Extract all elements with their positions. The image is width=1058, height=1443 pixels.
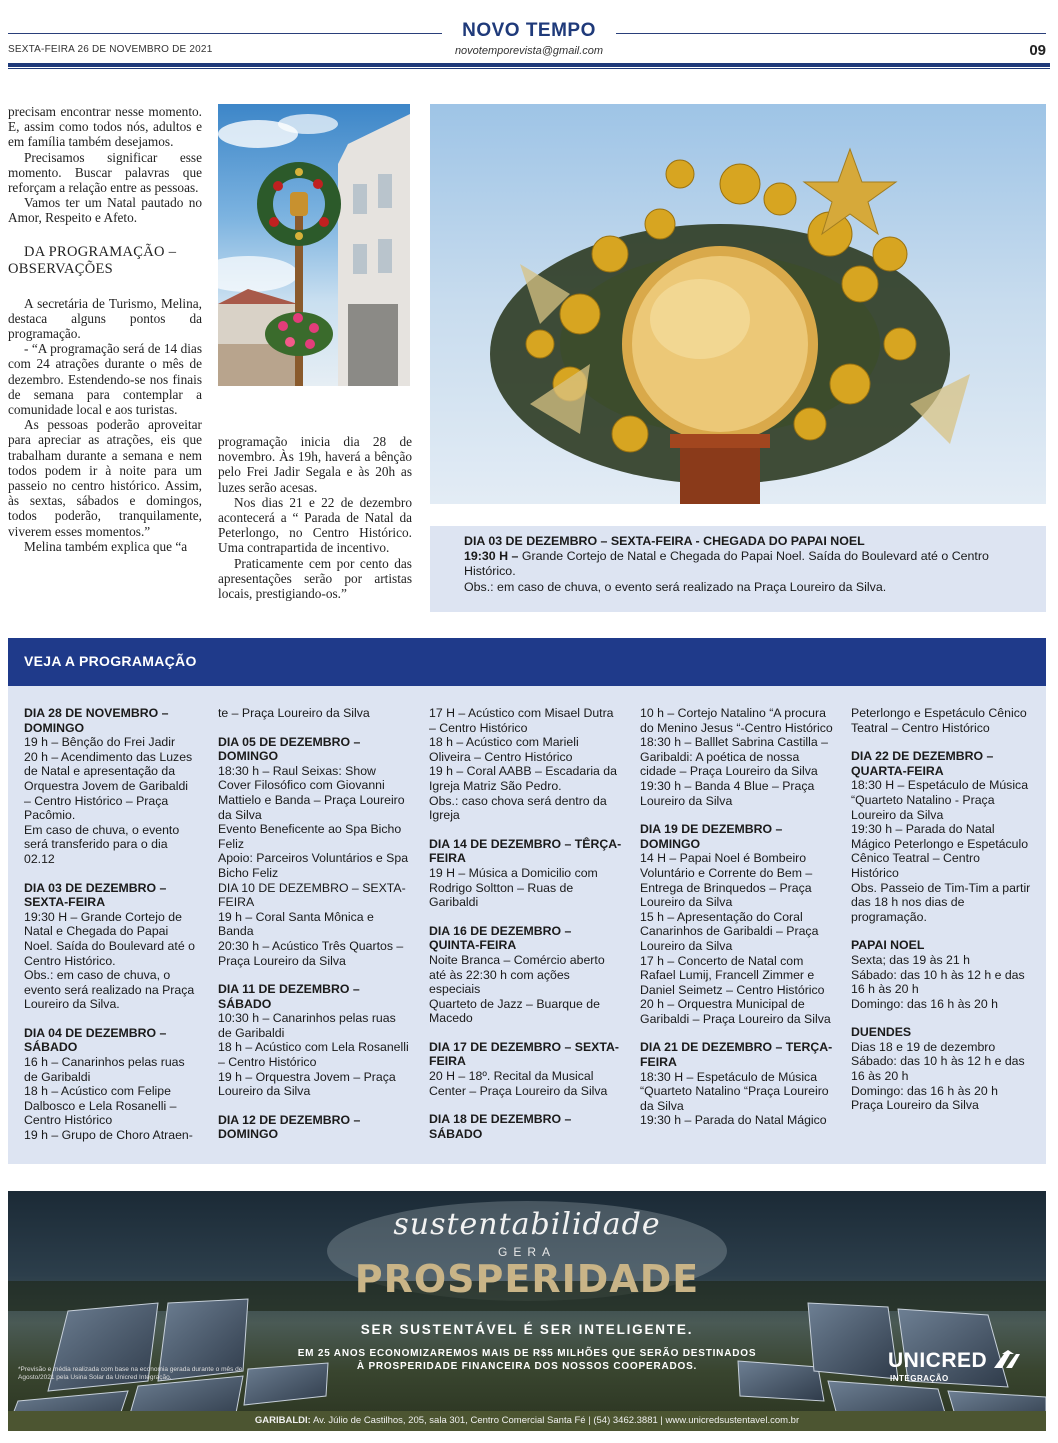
ad-tagline: SER SUSTENTÁVEL É SER INTELIGENTE. [360, 1322, 694, 1337]
program-entry: 19 h – Coral Santa Mônica e Banda [218, 909, 374, 939]
program-entry: Peterlongo e Espetáculo Cênico Teatral – Centro Histórico [851, 706, 1027, 735]
program-date-heading: PAPAI NOEL [851, 938, 925, 953]
event-caption-box [430, 526, 1046, 612]
program-entry: Sábado: das 10 h às 12 h e das 16 h às 20 h [851, 967, 1025, 997]
program-entry: Sábado: das 10 h às 12 h e das 16 às 20 h [851, 1054, 1025, 1084]
program-date-heading: DIA 16 DE DEZEMBRO – QUINTA-FEIRA [429, 923, 572, 953]
footer-city: GARIBALDI: [254, 1415, 311, 1426]
program-entry: 14 H – Papai Noel é Bombeiro Voluntário e Corrente do Bem – Entrega de Brinquedos – Praça Loureiro da Silva [640, 851, 813, 910]
program-date-heading: DIA 21 DE DEZEMBRO – TERÇA-FEIRA [640, 1040, 833, 1070]
program-entry: 10 h – Cortejo Natalino “A procura do Menino Jesus “-Centro Histórico [640, 706, 833, 735]
program-column-4 [640, 706, 834, 1128]
program-entry: 16 h – Canarinhos pelas ruas de Garibaldi [24, 1055, 185, 1084]
unicred-arrow-icon [994, 1350, 1020, 1368]
program-entry: Noite Branca – Comércio aberto até às 22:30 h com ações especiais [429, 952, 605, 997]
program-entry: 19:30 h – Parada do Natal Mágico Peterlongo e Espetáculo Cênico Teatral – Centro Histórico [851, 822, 1029, 880]
program-date-heading: DIA 05 DE DEZEMBRO – DOMINGO [218, 734, 361, 764]
program-entry: 18:30 h – Raul Seixas: Show Cover Filosófico com Giovanni Mattielo e Banda – Praça Loureiro da Silva [218, 763, 405, 822]
article-paragraph: precisam encontrar nesse momento. E, assim como todos nós, adultos e em família também desejamos. [8, 104, 202, 150]
caption-obs: Obs.: em caso de chuva, o evento será realizado na Praça Loureiro da Silva. [464, 579, 887, 594]
program-date-heading: DIA 04 DE DEZEMBRO – SÁBADO [24, 1025, 167, 1055]
article-paragraph: Melina também explica que “a [24, 538, 188, 554]
ad-savings-line-2: À PROSPERIDADE FINANCEIRA DOS NOSSOS COOPERADOS. [356, 1361, 698, 1372]
header-bar [8, 63, 1050, 67]
program-entry: Em caso de chuva, o evento será transferido para o dia 02.12 [24, 822, 180, 866]
program-entry: 19:30 h – Banda 4 Blue – Praça Loureiro da Silva [640, 778, 815, 808]
ad-footnote: *Previsão e média realizada com base na economia gerada durante o mês de Agosto/2021 pela Usina Solar da Unicred Integração. [18, 1366, 243, 1381]
program-date-heading: DIA 03 DE DEZEMBRO – SEXTA-FEIRA [24, 880, 167, 910]
program-date-heading: DIA 22 DE DEZEMBRO – QUARTA-FEIRA [851, 749, 994, 778]
ad-gera: GERA [497, 1245, 556, 1259]
program-date-heading: DIA 12 DE DEZEMBRO – DOMINGO [218, 1112, 361, 1142]
ad-script-word: sustentabilidade [393, 1207, 661, 1242]
program-entry: 20 h – Acendimento das Luzes de Natal e apresentação da Orquestra Jovem de Garibaldi – Centro Histórico – Praça Pacômio. [24, 749, 193, 823]
article-paragraph: programação inicia dia 28 de novembro. Às 19h, haverá a bênção pelo Frei Jadir Segala e às 20h as luzes serão acesas. [218, 434, 412, 495]
program-date-heading: DIA 28 DE NOVEMBRO – DOMINGO [24, 706, 169, 735]
ad-savings-line-1: EM 25 ANOS ECONOMIZAREMOS MAIS DE R$5 MILHÕES QUE SERÃO DESTINADOS [297, 1348, 757, 1359]
program-entry: 17 H – Acústico com Misael Dutra – Centro Histórico [429, 706, 614, 735]
program-date-heading: DIA 17 DE DEZEMBRO – SEXTA-FEIRA [429, 1039, 619, 1069]
footer-address: Av. Júlio de Castilhos, 205, sala 301, Centro Comercial Santa Fé | (54) 3462.3881 | www.unicredsustentavel.com.br [310, 1415, 800, 1426]
program-column-5 [851, 706, 1031, 1113]
program-entry: DIA 10 DE DEZEMBRO – SEXTA-FEIRA [218, 880, 406, 910]
program-entry: 19:30 H – Grande Cortejo de Natal e Chegada do Papai Noel. Saída do Boulevard até o Centro Histórico. [24, 909, 195, 968]
program-entry: 18 h – Acústico com Marieli Oliveira – Centro Histórico [429, 735, 579, 764]
program-date-heading: DIA 19 DE DEZEMBRO – DOMINGO [640, 822, 783, 851]
program-heading: VEJA A PROGRAMAÇÃO [24, 653, 197, 669]
program-entry: 15 h – Apresentação do Coral Canarinhos de Garibaldi – Praça Loureiro da Silva [640, 909, 819, 953]
article-column-2 [218, 434, 412, 601]
caption-text: Grande Cortejo de Natal e Chegada do Papai Noel. Saída do Boulevard até o Centro Histórico. [464, 549, 989, 579]
program-entry: Obs.: caso chova será dentro da Igreja [429, 793, 607, 823]
article-paragraph: Precisamos significar esse momento. Buscar palavras que reforçam a relação entre as pessoas. [8, 149, 202, 196]
article-paragraph: Vamos ter um Natal pautado no Amor, Respeito e Afeto. [8, 195, 202, 226]
ad-headline: PROSPERIDADE [354, 1257, 700, 1301]
program-entry: 19 H – Música a Domicilio com Rodrigo Soltton – Ruas de Garibaldi [429, 865, 598, 910]
article-paragraph: As pessoas poderão aproveitar para apreciar as atrações, eis que trabalham durante a semana e nem todos podem ir à noite para um passeio no centro histórico. Assim, às sextas, sábados e domingos, todos poderão, tranquilamente, viverem esses momentos.” [8, 417, 202, 539]
program-entry: Sexta; das 19 às 21 h [851, 952, 970, 967]
program-entry: 20 h – Orquestra Municipal de Garibaldi – Praça Loureiro da Silva [640, 997, 831, 1026]
program-entry: 19:30 h – Parada do Natal Mágico [640, 1113, 827, 1128]
program-column-2 [218, 706, 412, 1142]
publication-title: NOVO TEMPO [462, 20, 596, 41]
subheading-line-2: OBSERVAÇÕES [8, 260, 114, 277]
program-entry: Apoio: Parceiros Voluntários e Spa Bicho Feliz [218, 851, 409, 880]
program-entry: 20:30 h – Acústico Três Quartos – Praça Loureiro da Silva [218, 938, 404, 968]
caption-time: 19:30 H – [464, 549, 519, 564]
unicred-logo [888, 1349, 1020, 1373]
caption-body [464, 549, 1036, 579]
program-entry: 18:30 H – Espetáculo de Música “Quarteto Natalino “Praça Loureiro da Silva [640, 1069, 829, 1113]
article-paragraph: Praticamente cem por cento das apresentações serão por artistas locais, prestigiando-os.” [218, 555, 412, 602]
brand-name: UNICRED [888, 1349, 988, 1372]
article-column-1 [8, 104, 202, 554]
program-date-heading: DIA 11 DE DEZEMBRO – SÁBADO [218, 982, 360, 1011]
program-column-3 [429, 706, 623, 1141]
program-column-1 [24, 706, 196, 1143]
program-entry: Domingo: das 16 h às 20 h [851, 996, 998, 1011]
program-date-heading: DIA 18 DE DEZEMBRO – SÁBADO [429, 1112, 572, 1141]
article-paragraph: - “A programação será de 14 dias com 24 atrações durante o mês de dezembro. Estendendo-se nos finais de semana para contemplar a comunidade local e aos turistas. [8, 341, 202, 418]
program-entry: Quarteto de Jazz – Buarque de Macedo [429, 996, 600, 1026]
program-entry: Obs. Passeio de Tim-Tim a partir das 18 h nos dias de programação. [851, 880, 1031, 924]
contact-email[interactable]: novotemporevista@gmail.com [454, 45, 604, 57]
program-entry: 19 h – Bênção do Frei Jadir [24, 735, 176, 750]
program-entry: 18 h – Acústico com Felipe Dalbosco e Lela Rosanelli – Centro Histórico [24, 1084, 177, 1128]
program-entry: 19 h – Coral AABB – Escadaria da Igreja Matriz São Pedro. [429, 764, 617, 793]
issue-date: SEXTA-FEIRA 26 DE NOVEMBRO DE 2021 [8, 44, 213, 55]
program-entry: 18:30 H – Espetáculo de Música “Quarteto Natalino - Praça Loureiro da Silva [851, 778, 1029, 822]
program-entry: 19 h – Orquestra Jovem – Praça Loureiro da Silva [218, 1069, 396, 1099]
program-date-heading: DUENDES [851, 1025, 912, 1040]
street-lamp-photo [218, 104, 410, 386]
program-entry: 18:30 h – Balllet Sabrina Castilla – Garibaldi: A poética de nossa cidade – Praça Loureiro da Silva [640, 735, 828, 779]
unicred-advertisement[interactable] [8, 1191, 1046, 1431]
subheading-line-1: DA PROGRAMAÇÃO – [24, 243, 177, 260]
program-entry: Dias 18 e 19 de dezembro [851, 1039, 996, 1054]
program-entry: 19 h – Grupo de Choro Atraen- [24, 1128, 193, 1143]
program-entry: 10:30 h – Canarinhos pelas ruas de Garibaldi [218, 1011, 396, 1040]
program-entry: Obs.: em caso de chuva, o evento será realizado na Praça Loureiro da Silva. [24, 968, 195, 1012]
caption-title: DIA 03 DE DEZEMBRO – SEXTA-FEIRA - CHEGADA DO PAPAI NOEL [464, 534, 865, 548]
article-paragraph: A secretária de Turismo, Melina, destaca alguns pontos da programação. [8, 295, 202, 342]
program-entry: te – Praça Loureiro da Silva [218, 706, 370, 720]
wreath-illustration [430, 104, 1046, 504]
page-number: 09 [1029, 42, 1046, 59]
program-entry: Domingo: das 16 h às 20 h Praça Loureiro da Silva [851, 1083, 998, 1113]
program-entry: 20 H – 18º. Recital da Musical Center – Praça Loureiro da Silva [429, 1069, 608, 1098]
program-heading-bar [8, 638, 1046, 686]
program-date-heading: DIA 14 DE DEZEMBRO – TÊRÇA-FEIRA [429, 836, 622, 866]
article-paragraph: Nos dias 21 e 22 de dezembro acontecerá a “ Parada de Natal da Peterlongo, no Centro Histórico. Uma contrapartida de incentivo. [218, 494, 412, 556]
article-subheading [8, 244, 202, 278]
brand-subtitle: INTEGRAÇÃO [890, 1374, 949, 1383]
header-bar-thin [8, 68, 1050, 69]
program-entry: 17 h – Concerto de Natal com Rafael Lumij, Francell Zimmer e Daniel Seimetz – Centro Histórico [640, 953, 825, 997]
program-entry: Evento Beneficente ao Spa Bicho Feliz [218, 822, 402, 851]
wreath-lamp-photo [430, 104, 1046, 504]
program-entry: 18 h – Acústico com Lela Rosanelli – Centro Histórico [218, 1040, 409, 1070]
street-lamp-illustration [218, 104, 410, 386]
ad-footer-bar [8, 1411, 1046, 1431]
